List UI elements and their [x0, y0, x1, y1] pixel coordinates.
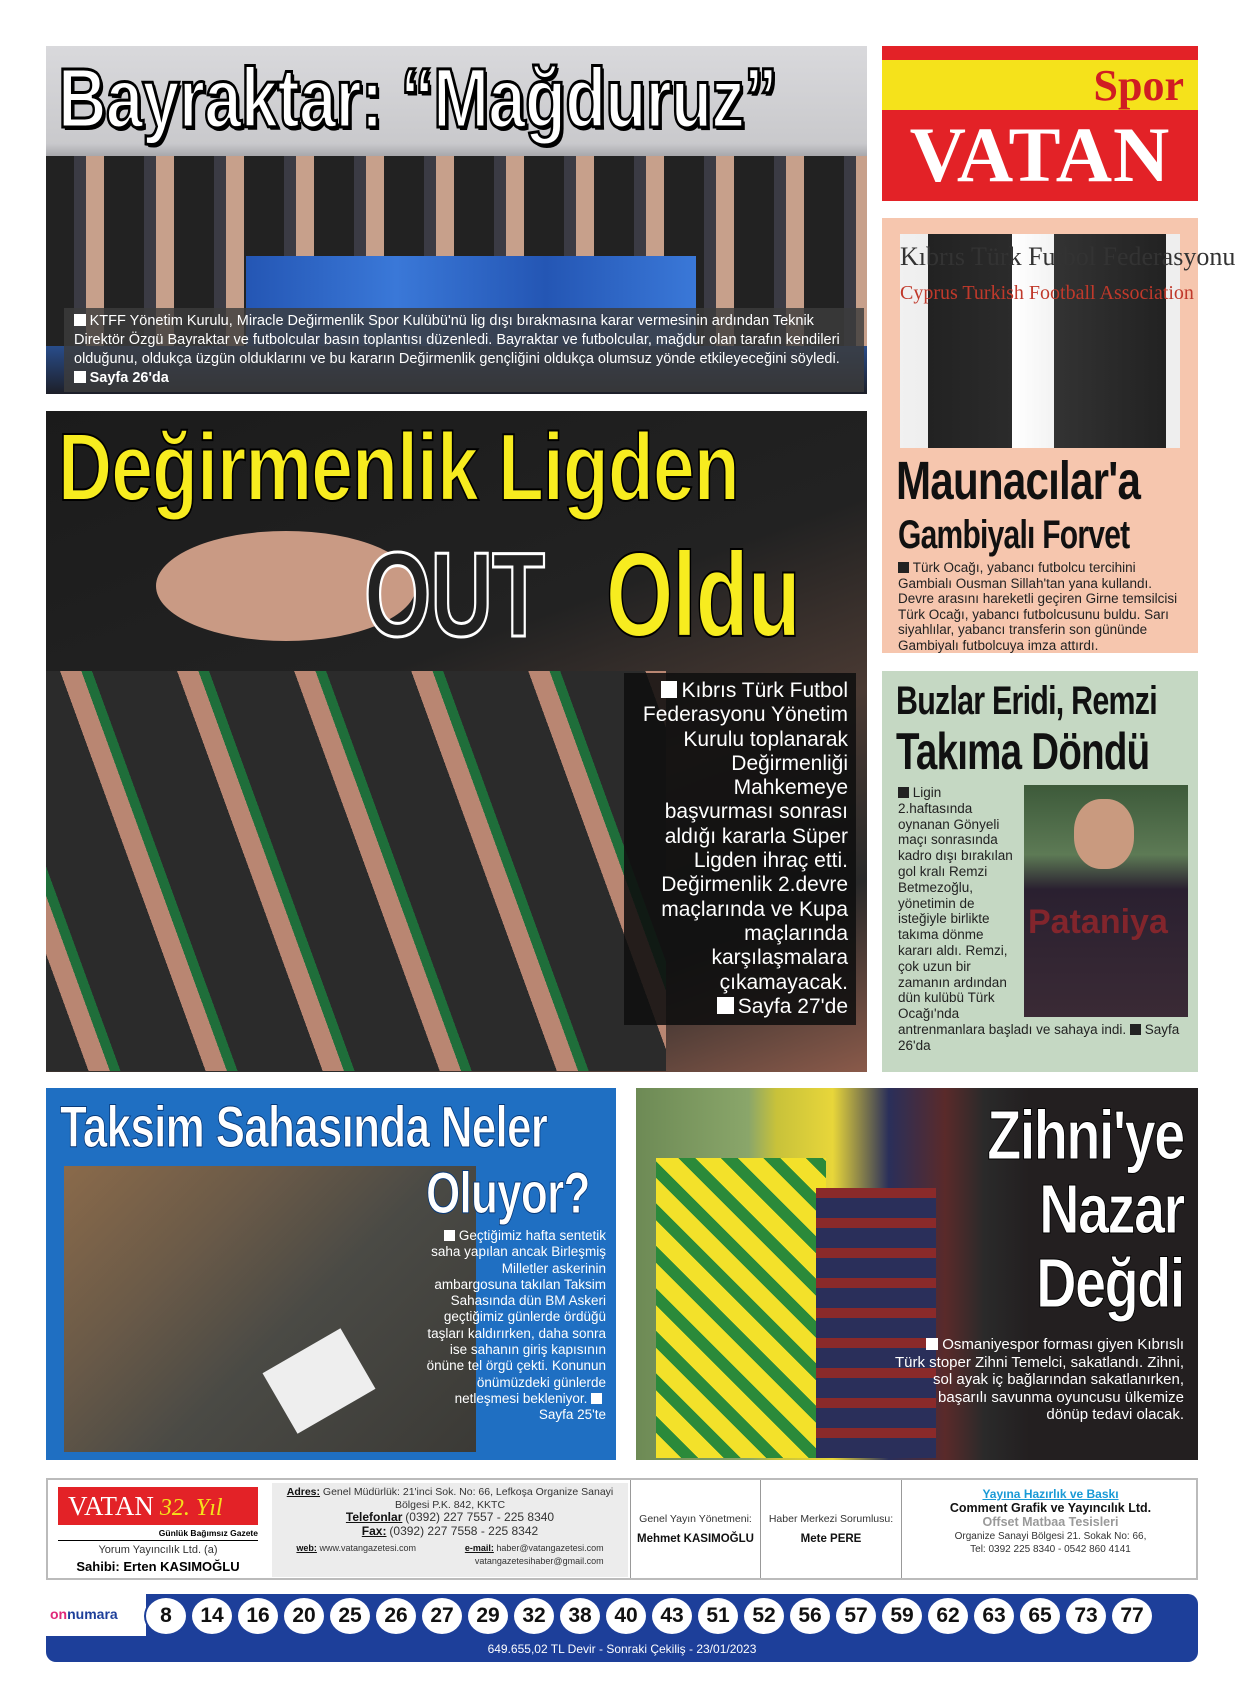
print-tel: Tel: 0392 225 8340 - 0542 860 4141: [970, 1544, 1131, 1555]
logo-year: 32. Yıl: [159, 1495, 223, 1521]
email-link-2[interactable]: vatangazetesihaber@gmail.com: [474, 1555, 604, 1566]
lottery-balls: [144, 1596, 1154, 1636]
zihni-body: [894, 1336, 1184, 1424]
lottery-ball: 73: [1064, 1596, 1108, 1636]
news-label: Haber Merkezi Sorumlusu:: [768, 1513, 894, 1525]
main-headline: Değirmenlik Ligden: [58, 414, 739, 521]
email-label: e-mail:: [464, 1543, 494, 1553]
print-info: [901, 1480, 1199, 1578]
main-story: [46, 411, 867, 1072]
lottery-ball: 62: [926, 1596, 970, 1636]
taksim-story: [46, 1088, 616, 1460]
maunacilar-story: [882, 218, 1236, 653]
editor-label: Genel Yayın Yönetmeni:: [639, 1513, 752, 1525]
player-face: [1074, 799, 1134, 869]
contact-info: [272, 1483, 628, 1577]
headline-line: Zihni'ye: [987, 1096, 1184, 1174]
page-ref: Sayfa 26'da: [89, 370, 169, 386]
brand-numara: numara: [67, 1606, 118, 1622]
editor-name: Mehmet KASIMOĞLU: [637, 1533, 754, 1545]
lottery-ball: 20: [282, 1596, 326, 1636]
lottery-ball: 32: [512, 1596, 556, 1636]
body-text: Türk Ocağı, yabancı futbolcu tercihini Gambialı Ousman Sillah'tan yana kullandı. Devre arasını hareketli geçiren Girne temsilcisi Türk Ocağı, yabancı futbolcusunu buldu. Sarı siyahlılar, yabancı transferin son gününde Gambiyalı futbolcuya imza attırdı.: [898, 560, 1178, 653]
main-headline-oldu: Oldu: [606, 528, 800, 662]
owner: Sahibi: Erten KASIMOĞLU: [76, 1559, 240, 1574]
print-address: Organize Sanayi Bölgesi 21. Sokak No: 66,: [954, 1531, 1147, 1542]
address-label: Adres:: [286, 1486, 320, 1498]
lottery-ball: 65: [1018, 1596, 1062, 1636]
fax-label: Fax:: [361, 1523, 387, 1538]
lottery-ball: 16: [236, 1596, 280, 1636]
zihni-headline: [987, 1098, 1184, 1320]
top-story: [46, 46, 867, 394]
section-name: Spor: [1093, 61, 1184, 110]
news-center-info: [760, 1480, 901, 1578]
player-photo: [1024, 785, 1188, 1017]
email-link[interactable]: haber@vatangazetesi.com: [496, 1543, 604, 1553]
headline-line: Değdi: [1036, 1244, 1184, 1322]
lottery-ball: 59: [880, 1596, 924, 1636]
brand-on: on: [50, 1606, 68, 1622]
taksim-headline: Taksim Sahasında Neler: [60, 1095, 548, 1160]
lottery-ball: 52: [742, 1596, 786, 1636]
imprint-box: [46, 1478, 1198, 1580]
bullet-icon: [74, 314, 86, 326]
transfer-photo: [900, 234, 1236, 448]
excavator-photo: [64, 1166, 476, 1452]
web-label: web:: [296, 1543, 317, 1553]
lottery-ball: 29: [466, 1596, 510, 1636]
body-text: Ligin 2.haftasında oynanan Gönyeli maçı sonrasında kadro dışı bırakılan gol kralı Remzi Betmezoğlu, yönetimin de isteğiyle birlikte takıma dönme kararı aldı. Remzi, çok uzun bir zamanın ardından dün kulübü Türk Ocağı'nda antrenmanlara başladı ve sahaya indi.: [898, 785, 1127, 1037]
buzlar-body: [898, 785, 1188, 1054]
lottery-ball: 14: [190, 1596, 234, 1636]
bullet-icon: [591, 1393, 602, 1404]
top-caption: [64, 308, 864, 392]
news-name: Mete PERE: [800, 1533, 862, 1545]
print-company: Comment Grafik ve Yayıncılık Ltd.: [949, 1501, 1152, 1515]
lottery-ball: 26: [374, 1596, 418, 1636]
lottery-ball: 27: [420, 1596, 464, 1636]
page-ref: Sayfa 26'da: [898, 1021, 1180, 1053]
editor-info: [630, 1480, 760, 1578]
celebration-photo: [46, 671, 666, 1071]
bullet-icon: [898, 787, 909, 798]
web-link[interactable]: www.vatangazetesi.com: [319, 1543, 416, 1553]
main-headline-out: OUT: [364, 528, 545, 662]
buzlar-story: [882, 671, 1198, 1072]
maunacilar-body: [898, 560, 1190, 653]
lottery-info: 649.655,02 TL Devir - Sonraki Çekiliş - 23/01/2023: [46, 1636, 1198, 1662]
player-yellow-photo: [656, 1158, 826, 1458]
lottery-ball: 38: [558, 1596, 602, 1636]
tagline: Günlük Bağımsız Gazete: [58, 1528, 258, 1541]
photo-sign-text-2: Cyprus Turkish Football Association: [900, 282, 1194, 304]
on-numara-logo: [50, 1606, 118, 1622]
on-numara-results: [46, 1594, 1198, 1662]
maunacilar-headline: Maunacılar'a: [896, 451, 1141, 511]
lottery-ball: 63: [972, 1596, 1016, 1636]
address: Genel Müdürlük: 21'inci Sok. No: 66, Lefkoşa Organize Sanayi Bölgesi P.K. 842, KKTC: [322, 1486, 614, 1511]
lottery-ball: 77: [1110, 1596, 1154, 1636]
lottery-ball: 57: [834, 1596, 878, 1636]
excavator: [263, 1328, 376, 1434]
bullet-icon: [74, 371, 86, 383]
phones: (0392) 227 7557 - 225 8340: [405, 1510, 555, 1524]
lottery-ball: 25: [328, 1596, 372, 1636]
zihni-story: [636, 1088, 1198, 1460]
lottery-ball: 8: [144, 1596, 188, 1636]
caption-text: KTFF Yönetim Kurulu, Miracle Değirmenlik Spor Kulübü'nü lig dışı bırakmasına karar vermesinin ardından Teknik Direktör Özgü Bayraktar ve futbolcular basın toplantısı düzenledi. Bayraktar ve futbolcular, mağdur olan tarafın kendileri olduğunu, oldukça üzgün olduklarını ve bu kararın Değirmenlik gençliğini oldukça olumsuz yönde etkileyeceğini söyledi.: [74, 313, 840, 367]
bullet-icon: [661, 681, 678, 698]
publisher: Yorum Yayıncılık Ltd. (a): [98, 1544, 218, 1556]
logo-text: VATAN: [68, 1491, 154, 1521]
page-ref: Sayfa 25'te: [538, 1407, 606, 1423]
bullet-icon: [1130, 1024, 1141, 1035]
page-ref: Sayfa 27'de: [737, 994, 848, 1018]
bullet-icon: [898, 562, 909, 573]
taksim-body: [426, 1228, 606, 1424]
lottery-ball: 40: [604, 1596, 648, 1636]
fax: (0392) 227 7558 - 225 8342: [389, 1523, 539, 1538]
lottery-ball: 43: [650, 1596, 694, 1636]
body-text: Kıbrıs Türk Futbol Federasyonu Yönetim Kurulu toplanarak Değirmenliği Mahkemeye başvurması sonrası aldığı kararla Süper Ligden ihraç etti. Değirmenlik 2.devre maçlarında ve Kupa maçlarında karşılaşmalara çıkamayacak.: [642, 679, 848, 994]
bullet-icon: [717, 997, 734, 1014]
phones-label: Telefonlar: [345, 1510, 403, 1524]
watermark: Pataniya: [1028, 903, 1168, 941]
photo-sign-text: Kıbrıs Türk Futbol Federasyonu: [900, 242, 1236, 271]
buzlar-subheadline: Takıma Döndü: [896, 723, 1150, 781]
bullet-icon: [926, 1338, 938, 1350]
paper-name: VATAN: [909, 111, 1171, 198]
print-label: Yayına Hazırlık ve Baskı: [982, 1487, 1119, 1501]
bullet-icon: [444, 1230, 455, 1241]
main-body: [624, 673, 856, 1025]
footer-logo: [58, 1487, 258, 1525]
print-facility: Offset Matbaa Tesisleri: [982, 1515, 1119, 1529]
lottery-ball: 51: [696, 1596, 740, 1636]
body-text: Geçtiğimiz hafta sentetik saha yapılan ancak Birleşmiş Milletler askerinin ambargosuna takılan Taksim Sahasında dün BM Askeri geçtiğimiz günlerde ördüğü taşları kaldırırken, daha sonra ise sahanın giriş kapısının önüne tel örgü çekti. Konunun önümüzdeki günlerde netleşmesi bekleniyor.: [426, 1228, 606, 1406]
maunacilar-subheadline: Gambiyalı Forvet: [898, 513, 1130, 557]
masthead-logo: [882, 46, 1198, 201]
taksim-headline-2: Oluyor?: [426, 1161, 590, 1226]
body-text: Osmaniyespor forması giyen Kıbrıslı Türk stoper Zihni Temelci, sakatlandı. Zihni, sol ayak iç bağlarından sakatlanırken, başarılı savunma oyuncusu ülkemize dönüp tedavi olacak.: [894, 1336, 1184, 1423]
top-headline: Bayraktar: “Mağduruz”: [58, 51, 777, 145]
lottery-ball: 56: [788, 1596, 832, 1636]
headline-line: Nazar: [1039, 1170, 1184, 1248]
buzlar-headline: Buzlar Eridi, Remzi: [896, 679, 1157, 723]
